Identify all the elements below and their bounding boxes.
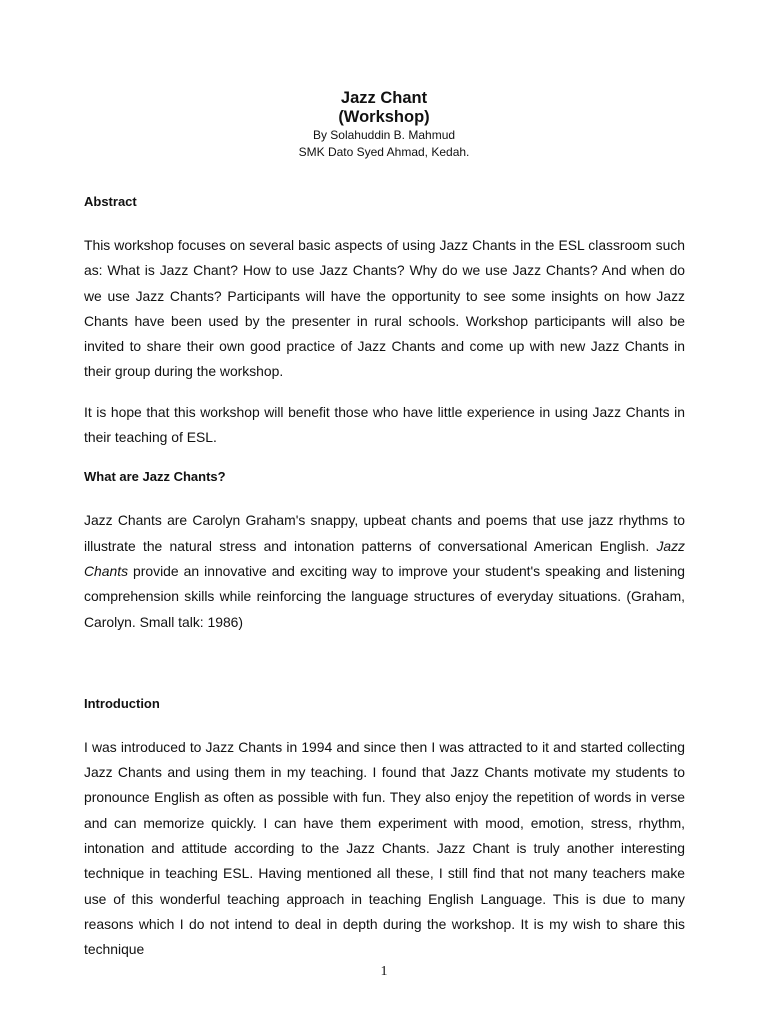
what-are-paragraph	[84, 508, 685, 634]
document-title: Jazz Chant	[340, 89, 428, 107]
title-block	[0, 89, 768, 161]
what-are-heading: What are Jazz Chants?	[84, 469, 226, 485]
introduction-paragraph: I was introduced to Jazz Chants in 1994 and since then I was attracted to it and started collecting Jazz Chants and using them in my teaching. I found that Jazz Chants motivate my students to pronounce English as often as possible with fun. They also enjoy the repetition of words in verse and can memorize quickly. I can have them experiment with mood, emotion, stress, rhythm, intonation and attitude according to the Jazz Chants. Jazz Chant is truly another interesting technique in teaching ESL. Having mentioned all these, I still find that not many teachers make use of this wonderful teaching approach in teaching English Language. This is due to many reasons which I do not intend to deal in depth during the workshop. It is my wish to share this technique	[84, 738, 685, 958]
page-number: 1	[380, 964, 388, 979]
abstract-paragraph-2: It is hope that this workshop will benefit those who have little experience in using Jazz Chants in their teaching of ESL.	[84, 403, 685, 446]
document-body	[84, 192, 685, 963]
what-are-italic: Jazz Chants	[84, 537, 685, 579]
introduction-heading: Introduction	[84, 695, 160, 711]
what-are-text-1: Jazz Chants are Carolyn Graham's snappy, upbeat chants and poems that use jazz rhythms to illustrate the natural stress and intonation patterns of conversational American English.	[84, 512, 685, 554]
document-subtitle: (Workshop)	[338, 108, 430, 126]
what-are-text-2: provide an innovative and exciting way to improve your student's speaking and listening comprehension skills while reinforcing the language structures of everyday situations. (Graham, Carolyn. Small talk: 1986)	[84, 562, 685, 630]
affiliation-line: SMK Dato Syed Ahmad, Kedah.	[298, 145, 470, 159]
abstract-paragraph: This workshop focuses on several basic aspects of using Jazz Chants in the ESL classroom such as: What is Jazz Chant? How to use Jazz Chants? Why do we use Jazz Chants? And when do we use Jazz Chants? Participants will have the opportunity to see some insights on how Jazz Chants have been used by the presenter in rural schools. Workshop participants will also be invited to share their own good practice of Jazz Chants and come up with new Jazz Chants in their group during the workshop.	[84, 237, 685, 380]
abstract-heading: Abstract	[84, 194, 137, 209]
author-line: By Solahuddin B. Mahmud	[312, 128, 456, 142]
